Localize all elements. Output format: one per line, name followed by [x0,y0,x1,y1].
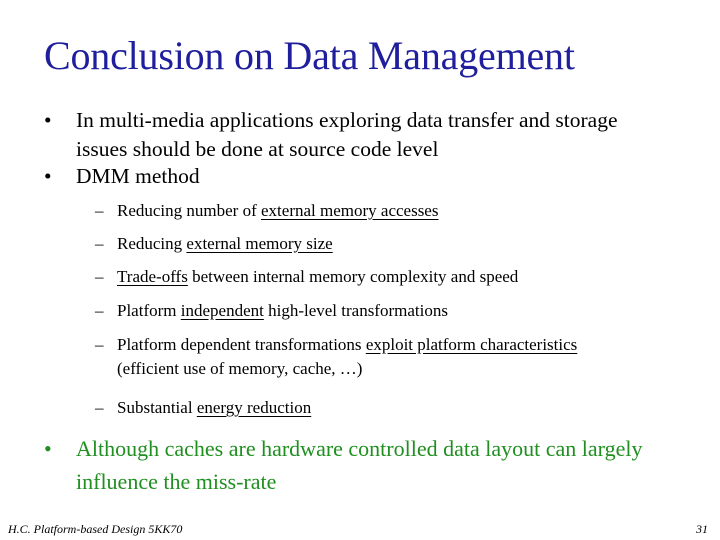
page-number: 31 [696,522,708,536]
sub-item-text: Platform [117,301,181,320]
bullet-dot: • [44,108,52,132]
underlined-text: independent [180,301,264,320]
sub-item-text: Reducing number of [117,201,261,220]
bullet-item [44,162,344,192]
dash-marker: – [95,267,104,286]
dash-marker: – [95,335,104,354]
underlined-text: external memory accesses [261,201,439,220]
dash-marker: – [95,301,104,320]
bullet-line: Although caches are hardware controlled data layout can largely [76,436,643,461]
sub-item-text: high-level transformations [263,301,448,320]
bullet-text [76,106,618,164]
bullet-item [44,432,714,496]
sub-item-text: Substantial [117,398,197,417]
underlined-text: exploit platform characteristics [365,335,578,354]
dash-marker: – [95,234,104,253]
dash-marker: – [95,398,104,417]
underlined-text: Trade-offs [117,267,188,286]
underlined-text: energy reduction [196,398,312,417]
sub-item-text: between internal memory complexity and speed [187,267,519,286]
sub-item-text: Reducing [117,234,187,253]
sub-item-text: (efficient use of memory, cache, …) [117,359,363,378]
page-title: Conclusion on Data Management [44,33,575,78]
dash-marker: – [95,201,104,220]
sub-item-text: Platform dependent transformations [117,335,366,354]
bullet-line: issues should be done at source code level [76,137,439,161]
bullet-dot: • [44,436,52,461]
footer-course: H.C. Platform-based Design 5KK70 [8,522,183,536]
bullet-dot: • [44,164,52,188]
bullet-text: DMM method [76,164,200,188]
bullet-line: In multi-media applications exploring data transfer and storage [76,108,618,132]
bullet-text [76,432,642,498]
underlined-text: external memory size [186,234,333,253]
bullet-item [44,106,704,166]
bullet-line: influence the miss-rate [76,469,277,494]
